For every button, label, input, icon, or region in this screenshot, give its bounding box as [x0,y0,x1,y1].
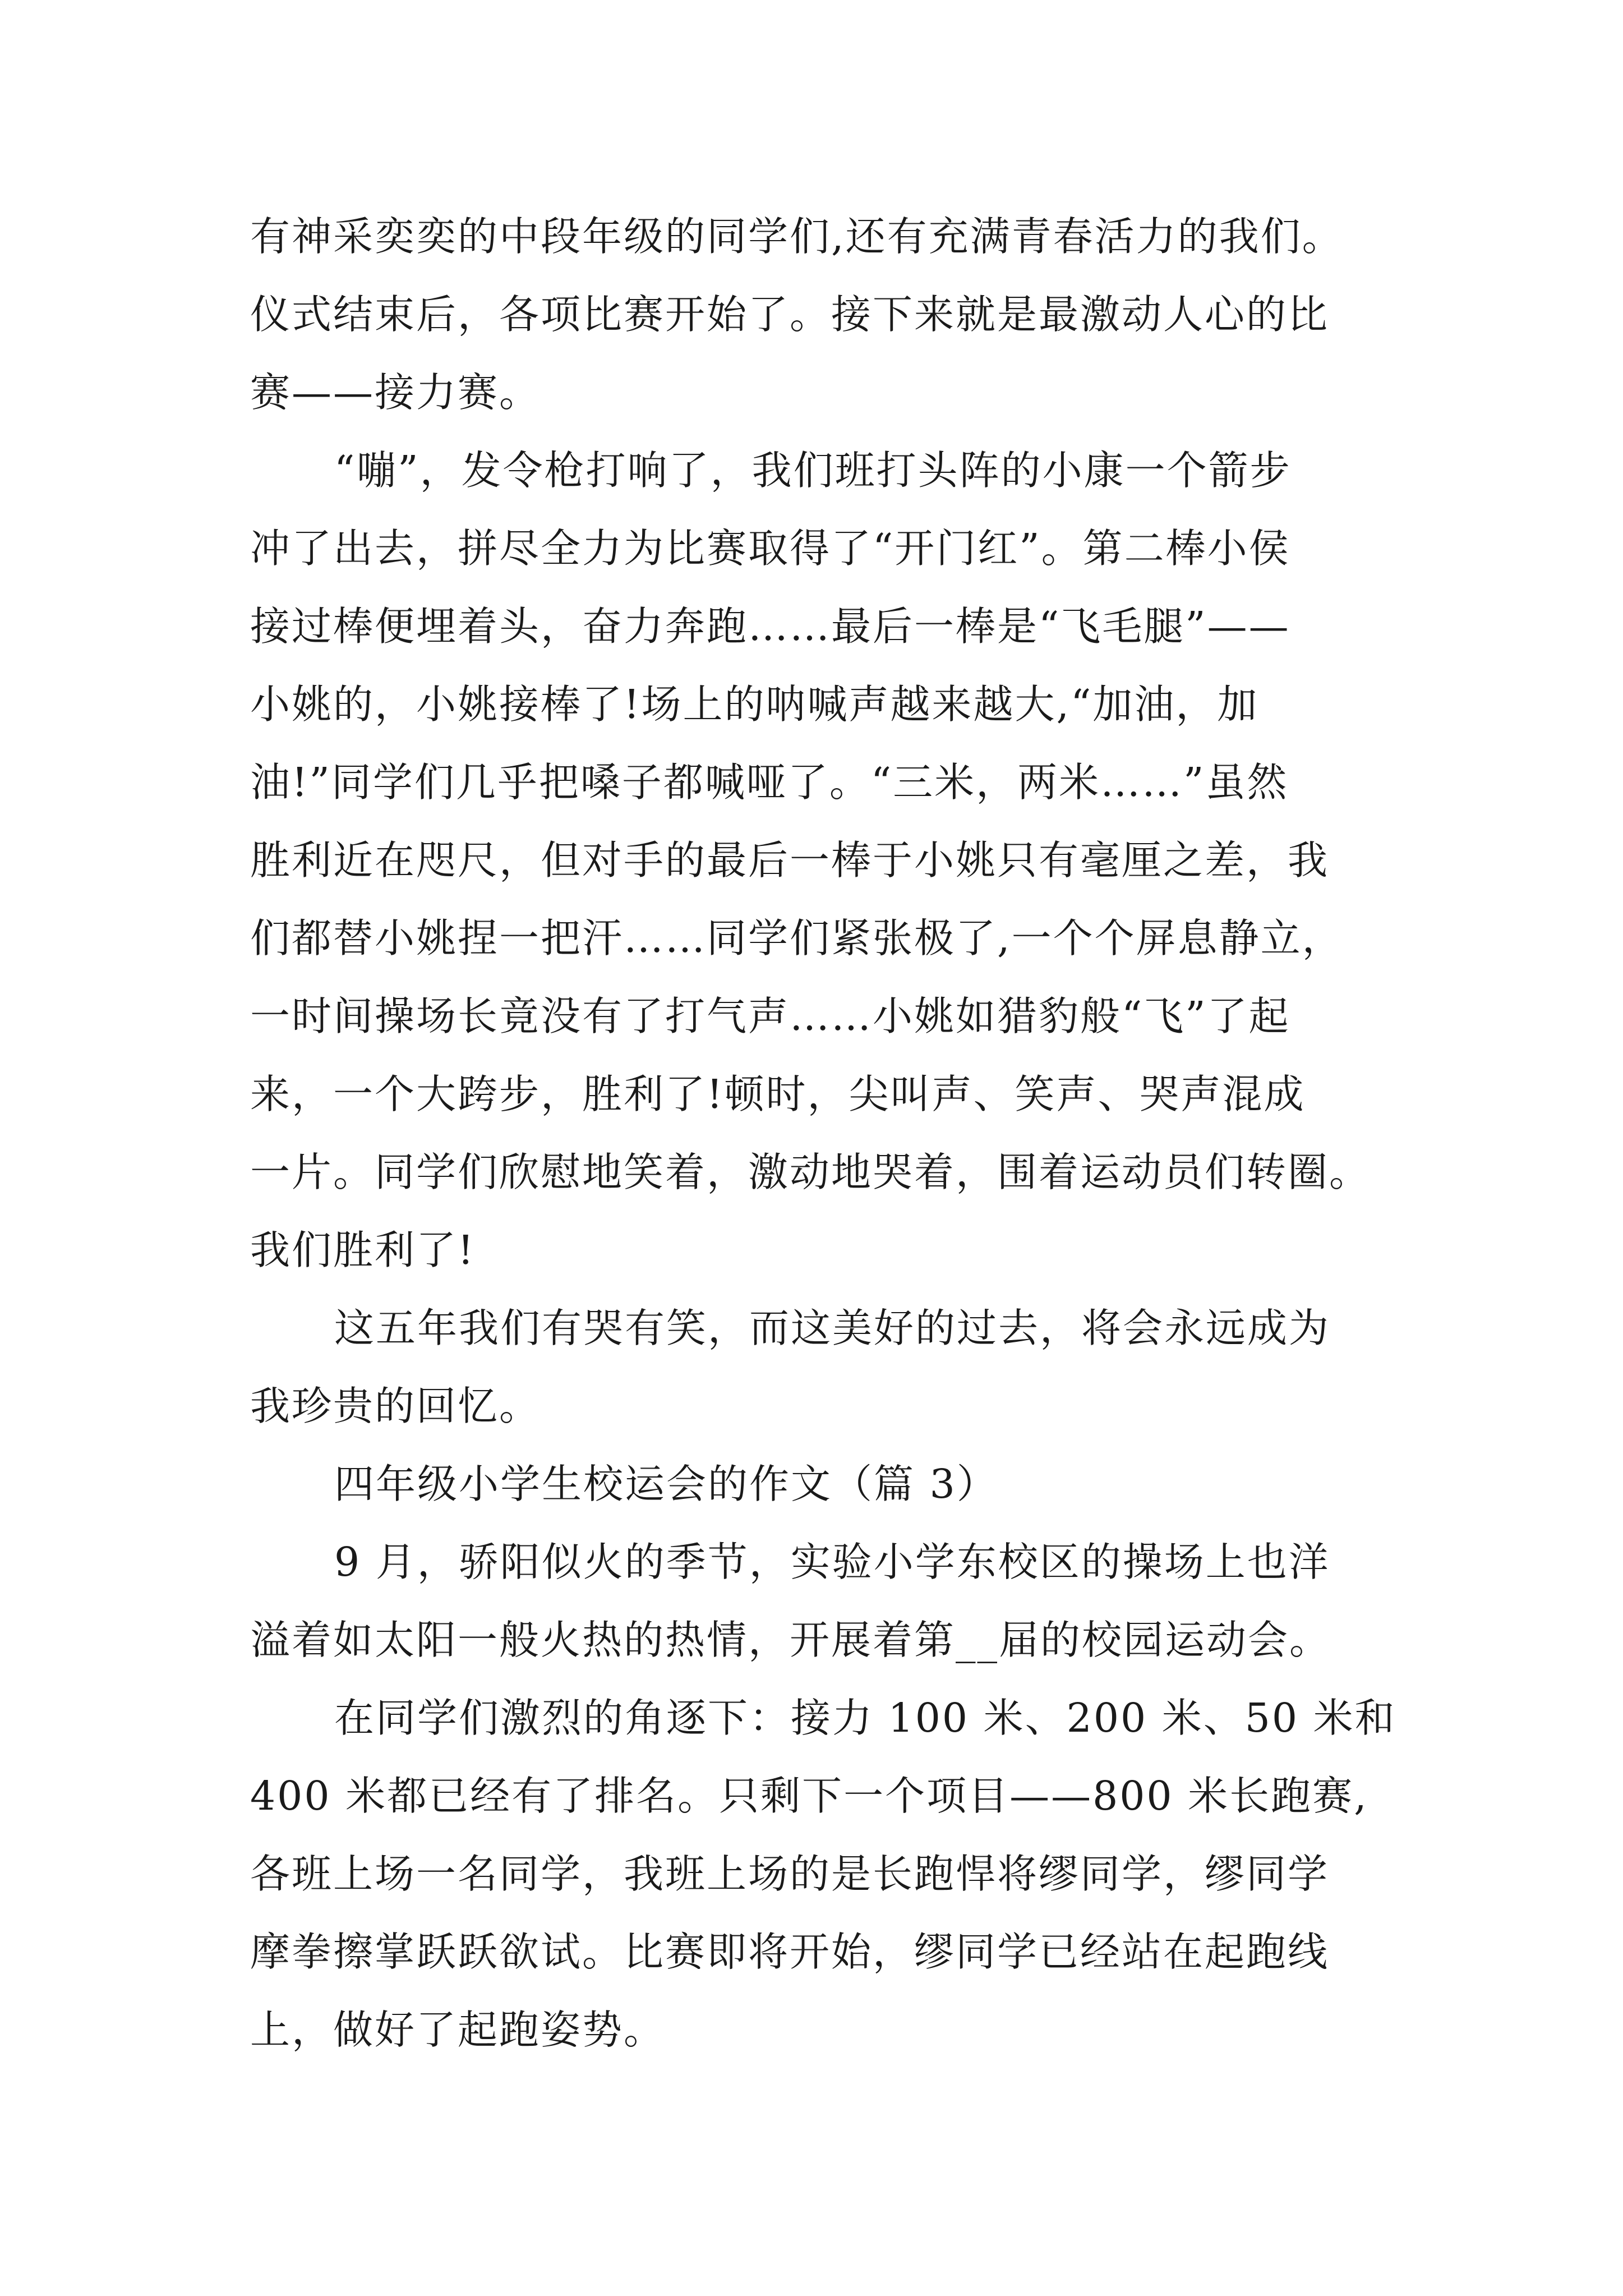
text-line: 仪式结束后，各项比赛开始了。接下来就是最激动人心的比 [250,291,1330,338]
text-line: 接过棒便埋着头，奋力奔跑……最后一棒是“飞毛腿”—— [250,603,1290,650]
text-line: 400 米都已经有了排名。只剩下一个项目——800 米长跑赛, [250,1773,1368,1819]
text-line: 这五年我们有哭有笑，而这美好的过去，将会永远成为 [334,1305,1331,1351]
text-line: 各班上场一名同学，我班上场的是长跑悍将缪同学，缪同学 [250,1851,1330,1897]
text-line: 冲了出去，拼尽全力为比赛取得了“开门红”。第二棒小侯 [250,525,1290,572]
text-line: 我们胜利了! [250,1227,476,1273]
text-line: 在同学们激烈的角逐下：接力 100 米、200 米、50 米和 [334,1695,1396,1741]
text-line: “嘣”，发令枪打响了，我们班打头阵的小康一个箭步 [334,447,1292,494]
text-line: 我珍贵的回忆。 [250,1383,541,1429]
text-line: 上，做好了起跑姿势。 [250,2007,666,2053]
text-line: 油!”同学们几乎把嗓子都喊哑了。“三米，两米……”虽然 [250,759,1289,806]
section-heading: 四年级小学生校运会的作文（篇 3） [334,1461,998,1507]
text-line: 溢着如太阳一般火热的热情，开展着第__届的校园运动会。 [250,1617,1331,1663]
text-line: 9 月，骄阳似火的季节，实验小学东校区的操场上也洋 [334,1539,1330,1585]
text-line: 来，一个大跨步，胜利了!顿时，尖叫声、笑声、哭声混成 [250,1071,1306,1117]
text-line: 一片。同学们欣慰地笑着，激动地哭着，围着运动员们转圈。 [250,1149,1371,1195]
text-line: 小姚的，小姚接棒了!场上的呐喊声越来越大,“加油，加 [250,681,1259,728]
text-line: 们都替小姚捏一把汗……同学们紧张极了,一个个屏息静立， [250,915,1344,961]
text-line: 摩拳擦掌跃跃欲试。比赛即将开始，缪同学已经站在起跑线 [250,1929,1330,1975]
essay-body [250,197,1396,2069]
text-line: 有神采奕奕的中段年级的同学们,还有充满青春活力的我们。 [250,213,1344,260]
text-line: 胜利近在咫尺，但对手的最后一棒于小姚只有毫厘之差，我 [250,837,1330,884]
text-line: 一时间操场长竟没有了打气声……小姚如猎豹般“飞”了起 [250,993,1290,1039]
text-line: 赛——接力赛。 [250,369,541,416]
